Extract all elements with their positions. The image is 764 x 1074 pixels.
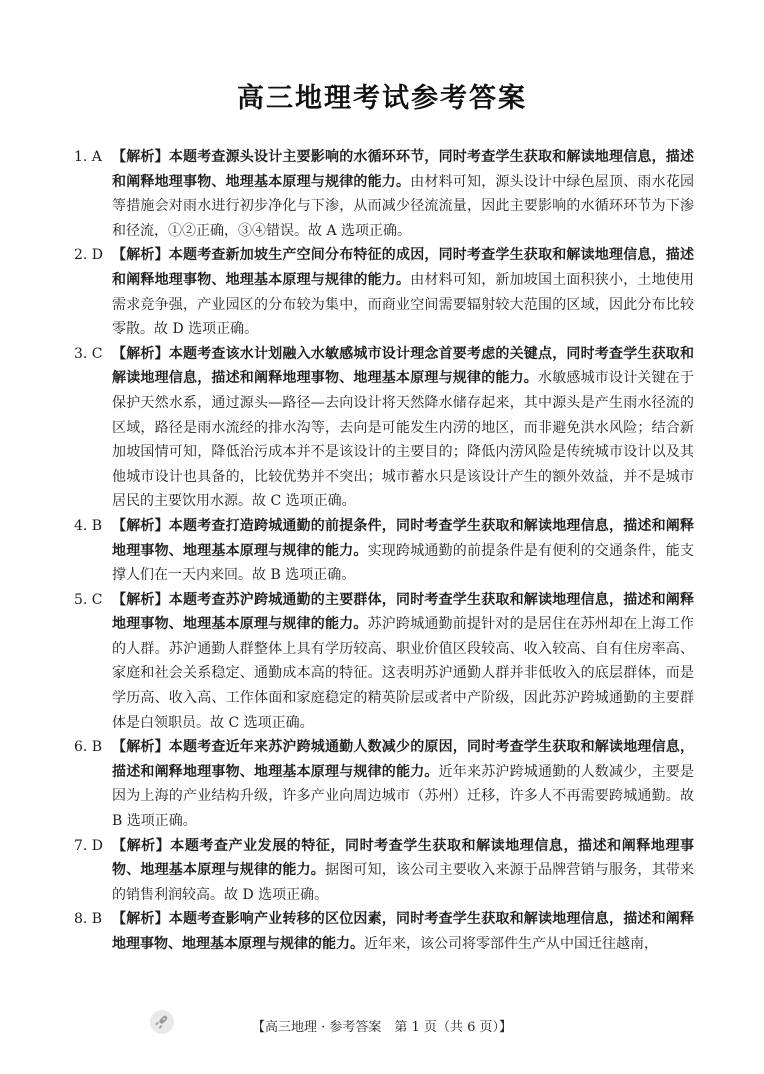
answer-text: 近年来，该公司将零部件生产从中国迁往越南， — [364, 936, 658, 952]
analysis-tag: 【解析】 — [112, 517, 169, 534]
answer-lead: 本题考查苏沪跨城通勤的主要群体，同时考查学生获取和解读地理信息，描述和阐释地理事物、地理基本原理与规律的能力。 — [112, 591, 695, 633]
analysis-tag: 【解析】 — [112, 911, 169, 928]
answer-lead: 本题考查产业发展的特征，同时考查学生获取和解读地理信息，描述和阐释地理事物、地理基本原理与规律的能力。 — [112, 837, 695, 879]
answer-number: 1. A — [74, 149, 102, 165]
answer-number: 2. D — [74, 247, 104, 264]
analysis-tag: 【解析】 — [112, 739, 169, 756]
analysis-tag: 【解析】 — [112, 837, 171, 854]
answer-item — [74, 907, 694, 956]
answer-item — [74, 514, 694, 588]
answer-text: 由材料可知，源头设计中绿色屋顶、雨水花园等措施会对雨水进行初步净化与下渗，从而减少径流流量，因此主要影响的水循环环节为下渗和径流，①②正确，③④错误。故 A 选项正确。 — [112, 173, 695, 239]
answer-text: 水敏感城市设计关键在于保护天然水系，通过源头—路径—去向设计将天然降水储存起来，其中源头是产生雨水径流的区域，路径是雨水流经的排水沟等，去向是可能发生内涝的地区，而非避免洪水风险；结合新加坡国情可知，降低治污成本并不是该设计的主要目的；降低内涝风险是传统城市设计以及其他城市设计也具备的，比较优势并不突出；城市蓄水只是该设计产生的额外效益，并不是城市居民的主要饮用水源。故 C 选项正确。 — [112, 370, 694, 510]
answer-body — [112, 735, 694, 833]
analysis-tag: 【解析】 — [112, 591, 169, 608]
answer-body — [112, 514, 694, 588]
answer-number: 3. C — [74, 345, 103, 362]
answer-body — [112, 834, 694, 908]
analysis-tag: 【解析】 — [112, 345, 169, 362]
answer-number: 5. C — [74, 591, 103, 608]
analysis-tag: 【解析】 — [112, 247, 169, 264]
answer-text: 据图可知，该公司主要收入来源于品牌营销与服务，其带来的销售利润较高。故 D 选项正确。 — [112, 862, 694, 903]
answer-number: 6. B — [74, 739, 103, 756]
answer-lead: 本题考查打造跨城通勤的前提条件，同时考查学生获取和解读地理信息，描述和阐释地理事物、地理基本原理与规律的能力。 — [112, 517, 695, 559]
answer-text: 实现跨城通勤的前提条件是有便利的交通条件，能支撑人们在一天内来回。故 B 选项正确。 — [112, 542, 695, 584]
answer-body — [112, 907, 694, 956]
answer-body — [112, 243, 694, 341]
answer-body — [112, 588, 694, 736]
answer-lead: 本题考查近年来苏沪跨城通勤人数减少的原因，同时考查学生获取和解读地理信息，描述和阐释地理事物、地理基本原理与规律的能力。 — [112, 739, 695, 780]
answer-number: 4. B — [74, 517, 103, 534]
analysis-tag: 【解析】 — [112, 149, 169, 165]
answer-lead: 本题考查影响产业转移的区位因素，同时考查学生获取和解读地理信息，描述和阐释地理事物、地理基本原理与规律的能力。 — [112, 911, 695, 952]
answer-text: 近年来苏沪跨城通勤的人数减少，主要是因为上海的产业结构升级，许多产业向周边城市（苏州）迁移，许多人不再需要跨城通勤。故 B 选项正确。 — [112, 763, 695, 830]
answer-text: 苏沪跨城通勤前提针对的是居住在苏州却在上海工作的人群。苏沪通勤人群整体上具有学历较高、职业价值区段较高、收入较高、自有住房率高、家庭和社会关系稳定、通勤成本高的特征。这表明苏沪通勤人群并非低收入的底层群体，而是学历高、收入高、工作体面和家庭稳定的精英阶层或者中产阶级，因此苏沪跨城通勤的主要群体是白领职员。故 C 选项正确。 — [112, 616, 695, 731]
answer-number: 8. B — [74, 911, 103, 928]
answer-item — [74, 834, 694, 908]
page-title: 高三地理考试参考答案 — [237, 83, 527, 114]
answer-list — [74, 145, 694, 957]
answer-item — [74, 342, 694, 514]
answer-text: 由材料可知，新加坡国土面积狭小，土地使用需求竞争强，产业园区的分布较为集中，而商业空间需要辐射较大范围的区域，因此分布比较零散。故 D 选项正确。 — [112, 271, 695, 338]
answer-lead: 本题考查新加坡生产空间分布特征的成因，同时考查学生获取和解读地理信息，描述和阐释地理事物、地理基本原理与规律的能力。 — [112, 247, 695, 288]
page-footer: 【高三地理 · 参考答案 第 1 页（共 6 页）】 — [252, 1020, 512, 1035]
answer-number: 7. D — [74, 837, 104, 854]
answer-item — [74, 243, 694, 341]
answer-body — [112, 342, 694, 514]
answer-item — [74, 145, 694, 243]
answer-lead: 本题考查该水计划融入水敏感城市设计理念首要考虑的关键点，同时考查学生获取和解读地理信息，描述和阐释地理事物、地理基本原理与规律的能力。 — [112, 345, 695, 387]
answer-lead: 本题考查源头设计主要影响的水循环环节，同时考查学生获取和解读地理信息，描述和阐释地理事物、地理基本原理与规律的能力。 — [112, 149, 695, 190]
answer-item — [74, 588, 694, 736]
answer-item — [74, 735, 694, 833]
answer-body — [112, 145, 694, 243]
